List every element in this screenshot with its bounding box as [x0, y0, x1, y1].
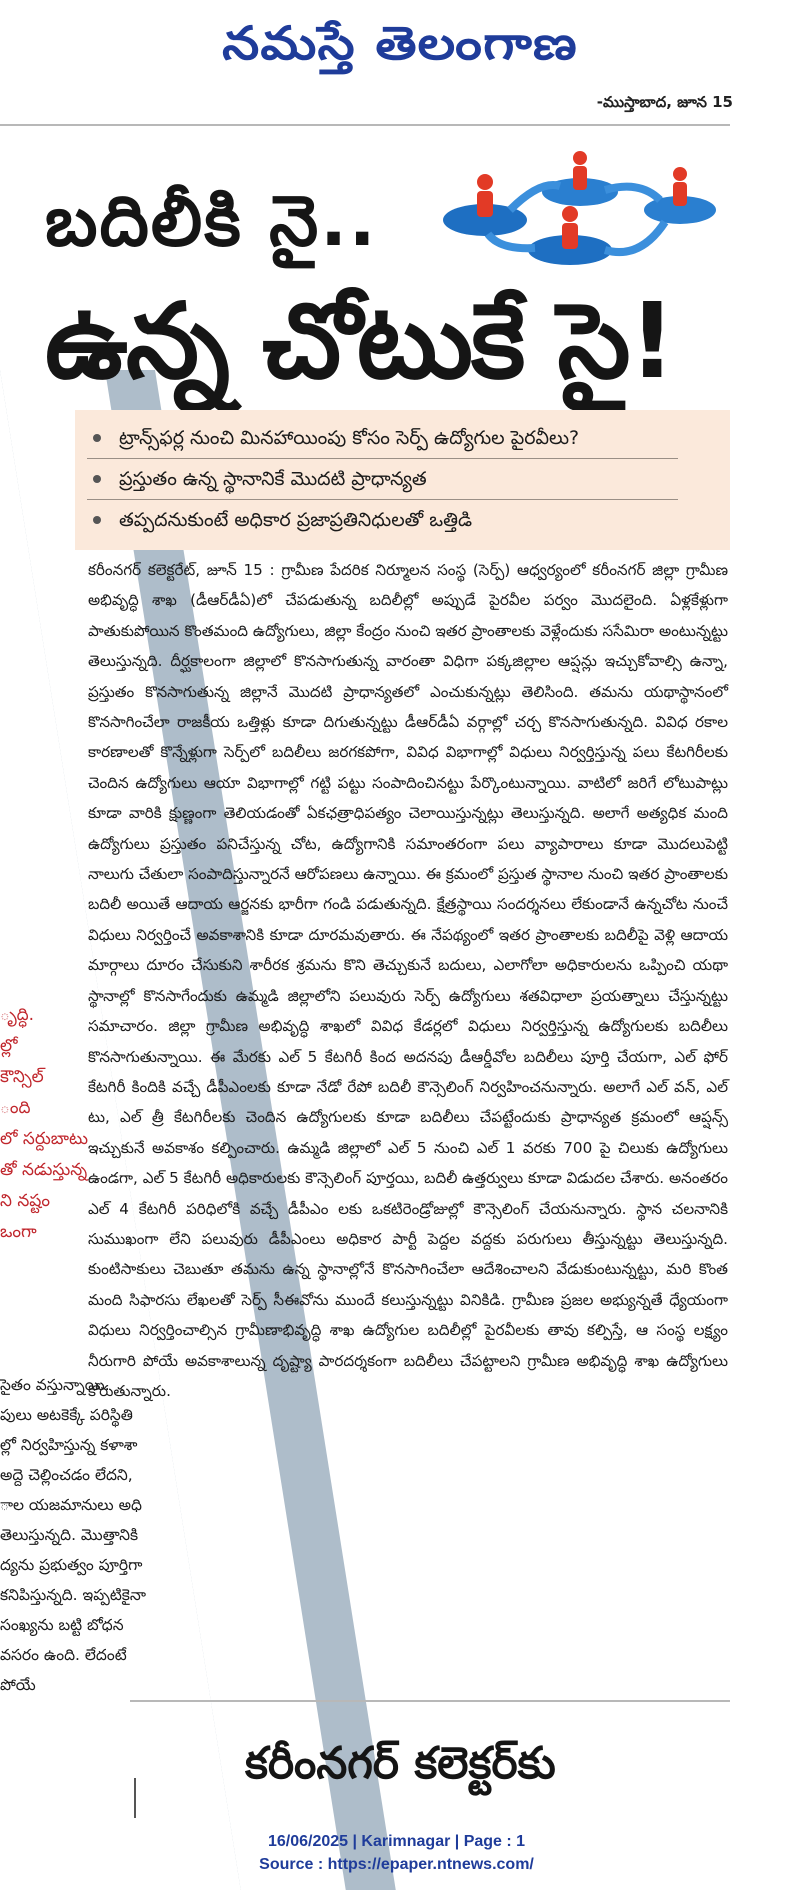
highlights-box — [75, 410, 730, 550]
bullet-icon — [93, 475, 101, 483]
highlight-text: ప్రస్తుతం ఉన్న స్థానానికే మొదటి ప్రాధాన్యత — [119, 468, 427, 490]
highlight-item — [87, 418, 678, 459]
fragment-line: లో సర్దుబాటు — [0, 1129, 89, 1149]
fragment-line: ల్లో — [0, 1036, 18, 1056]
column-rule — [134, 1778, 136, 1818]
fragment-line: తో నడుస్తున్న — [0, 1160, 88, 1180]
transfer-people-graphic — [440, 150, 720, 270]
highlight-text: ట్రాన్స్‌ఫర్ల నుంచి మినహాయింపు కోసం సెర్ప్ ఉద్యోగుల పైరవీలు? — [119, 427, 580, 449]
adjacent-article-fragment — [0, 1370, 170, 1700]
fragment-line: పులు అటకెక్కే పరిస్థితి — [0, 1406, 133, 1424]
highlight-text: తప్పదనుకుంటే అధికార ప్రజాప్రతినిధులతో ఒత్తిడి — [119, 509, 473, 531]
fragment-line: ద్యను ప్రభుత్వం పూర్తిగా — [0, 1556, 143, 1574]
bullet-icon — [93, 516, 101, 524]
fragment-line: తెలుస్తున్నది. మొత్తానికి — [0, 1526, 139, 1544]
fragment-line: పోయే — [0, 1676, 36, 1694]
footer-edition-info: 16/06/2025 | Karimnagar | Page : 1 — [267, 1833, 526, 1850]
fragment-line: ఒంగా — [0, 1222, 37, 1242]
headline-line-1: బదిలీకి నై.. — [45, 180, 378, 262]
fragment-line: వసరం ఉంది. లేదంటే — [0, 1646, 127, 1664]
headline-line-2: ఉన్న చోటుకే సై! — [45, 280, 674, 402]
fragment-line: ృద్ధి. — [0, 1005, 35, 1025]
top-divider — [0, 124, 730, 126]
fragment-line: సంఖ్యను బట్టి బోధన — [0, 1616, 124, 1634]
article-body: కరీంనగర్ కలెక్టరేట్, జూన్ 15 : గ్రామీణ పేదరిక నిర్మూలన సంస్థ (సెర్ప్) ఆధ్వర్యంలో కరీంనగర్ జిల్లా గ్రామీణ అభివృద్ధి శాఖ (డీఆర్‌డీఏ)లో చేపడుతున్న బదిలీల్లో అప్పుడే పైరవీల పర్వం మొదలైంది. ఏళ్లకేళ్లుగా పాతుకుపోయిన కొంతమంది ఉద్యోగులు, జిల్లా కేంద్రం నుంచి ఇతర ప్రాంతాలకు వెళ్లేందుకు ససేమిరా అంటున్నట్టు తెలుస్తున్నది. దీర్ఘకాలంగా జిల్లాలో కొనసాగుతున్న వారంతా విధిగా పక్కజిల్లాల ఆప్షన్లు ఇచ్చుకోవాల్సి ఉన్నా, ప్రస్తుతం కొనసాగుతున్న జిల్లానే మొదటి ప్రాధాన్యతలో ఎంచుకున్నట్లు తెలిసింది. తమను యథాస్థానంలో కొనసాగించేలా రాజకీయ ఒత్తిళ్లు కూడా దిగుతున్నట్టు డీఆర్‌డీఏ వర్గాల్లో చర్చ కొనసాగుతున్నది. వివిధ రకాల కారణాలతో కొన్నేళ్లుగా సెర్ప్‌లో బదిలీలు జరగకపోగా, వివిధ విభాగాల్లో విధులు నిర్వర్తిస్తున్న పలు కేటగిరీలకు చెందిన ఉద్యోగులు ఆయా విభాగాల్లో గట్టి పట్టు సంపాదించినట్టు పేర్కొంటున్నాయి. వాటిలో జరిగే లోటుపాట్లు కూడా వారికి క్షుణ్ణంగా తెలియడంతో ఏకఛత్రాధిపత్యం చెలాయిస్తున్నట్లు తెలుస్తున్నది. అలాగే అత్యధిక మంది ఉద్యోగులు ప్రస్తుతం పనిచేస్తున్న చోట, ఉద్యోగానికి సమాంతరంగా పలు వ్యాపారాలు కూడా మొదలుపెట్టి నాలుగు చేతులా సంపాదిస్తున్నారనే ఆరోపణలు ఉన్నాయి. ఈ క్రమంలో ప్రస్తుత స్థానాల నుంచి ఇతర ప్రాంతాలకు బదిలీ అయితే ఆదాయ ఆర్జనకు భారీగా గండి పడుతున్నది. క్షేత్రస్థాయి సందర్శనలు లేకుండానే ఉన్నచోట నుంచే విధులు నిర్వర్తించే అవకాశానికి కూడా దూరమవుతారు. ఈ నేపథ్యంలో ఇతర ప్రాంతాలకు బదిలీపై వెళ్లి ఆదాయ మార్గాలు దూరం చేసుకుని శారీరక శ్రమను కొని తెచ్చుకునే బదులు, ఎలాగోలా అధికారులను ఒప్పించి యథా స్థానాల్లో కొనసాగేందుకు ఉమ్మడి జిల్లాలోని పలువురు సెర్ప్ ఉద్యోగులు శతవిధాలా ప్రయత్నాలు చేస్తున్నట్టు సమాచారం. జిల్లా గ్రామీణ అభివృద్ధి శాఖలో వివిధ కేడర్లలో విధులు నిర్వర్తిస్తున్న ఉద్యోగులకు బదిలీలు కొనసాగుతున్నాయి. ఈ మేరకు ఎల్ 5 కేటగిరీ కింద అదనపు డీఆర్డీవోల బదిలీలు పూర్తి చేయగా, ఎల్ ఫోర్ కేటగిరీ కిందికి వచ్చే డీపీఎంలకు కూడా నేడో రేపో బదిలీ కౌన్సెలింగ్ నిర్వహించనున్నారు. అలాగే ఎల్ వన్, ఎల్ టు, ఎల్ త్రీ కేటగిరీలకు చెందిన ఉద్యోగులకు కూడా బదిలీలు చేపట్టేందుకు ప్రాధాన్యత క్రమంలో ఆప్షన్స్ ఇచ్చుకునే అవకాశం కల్పించారు. ఉమ్మడి జిల్లాలో ఎల్ 5 నుంచి ఎల్ 1 వరకు 700 పై చిలుకు ఉద్యోగులు ఉండగా, ఎల్ 5 కేటగిరీ అధికారులకు కౌన్సెలింగ్ పూర్తయి, బదిలీ ఉత్తర్వులు కూడా విడుదల చేశారు. అనంతరం ఎల్ 4 కేటగిరీ పరిధిలోకి వచ్చే డీపీఎం లకు ఒకటిరెండ్రోజుల్లో కౌన్సెలింగ్ చేయనున్నారు. స్థాన చలనానికి సుముఖంగా లేని పలువురు డీపీఎంలు అధికార పార్టీ పెద్దల వద్దకు పరుగులు తీస్తున్నట్టు తెలుస్తున్నది. కుంటిసాకులు చెబుతూ తమను ఉన్న స్థానాల్లోనే కొనసాగించేలా ఆదేశించాలని వేడుకుంటున్నట్టు, మరి కొంత మంది సిఫారసు లేఖలతో సెర్ప్ సీఈవోను ముందే కలుస్తున్నట్టు వినికిడి. గ్రామీణ ప్రజల అభ్యున్నతే ధ్యేయంగా విధులు నిర్వర్తించాల్సిన గ్రామీణాభివృద్ధి శాఖ ఉద్యోగుల బదిలీల్లో పైరవీలకు తావు కల్పిస్తే, ఆ సంస్థ లక్ష్యం నీరుగారి పోయే అవకాశాలున్న దృష్ట్యా పారదర్శకంగా బదిలీలు చేపట్టాలని గ్రామీణ అభివృద్ధి శాఖ ఉద్యోగులు కోరుతున్నారు. — [88, 561, 728, 1400]
footer-source: Source : https://epaper.ntnews.com/ — [259, 1856, 534, 1873]
highlight-item — [87, 500, 678, 540]
fragment-line: ని నష్టం — [0, 1191, 51, 1211]
bottom-divider — [130, 1700, 730, 1702]
bullet-icon — [93, 434, 101, 442]
fragment-line: కనిపిస్తున్నది. ఇప్పటికైనా — [0, 1586, 146, 1604]
next-article-headline: కరీంనగర్ కలెక్టర్‌కు — [245, 1738, 556, 1789]
fragment-line: ల్లో నిర్వహిస్తున్న కళాశా — [0, 1436, 138, 1454]
masthead-logo: నమస్తే తెలంగాణ — [222, 16, 578, 70]
fragment-line: సైతం వస్తున్నాయి. — [0, 1376, 110, 1394]
fragment-line: కౌన్సిల్ — [0, 1067, 44, 1087]
fragment-line: ంది — [0, 1098, 31, 1118]
dateline: -ముస్తాబాద, జూన 15 — [596, 93, 733, 111]
fragment-line: అద్దె చెల్లించడం లేదని, — [0, 1466, 133, 1484]
fragment-line: ాల యజమానులు అధి — [0, 1496, 142, 1514]
highlight-item — [87, 459, 678, 500]
